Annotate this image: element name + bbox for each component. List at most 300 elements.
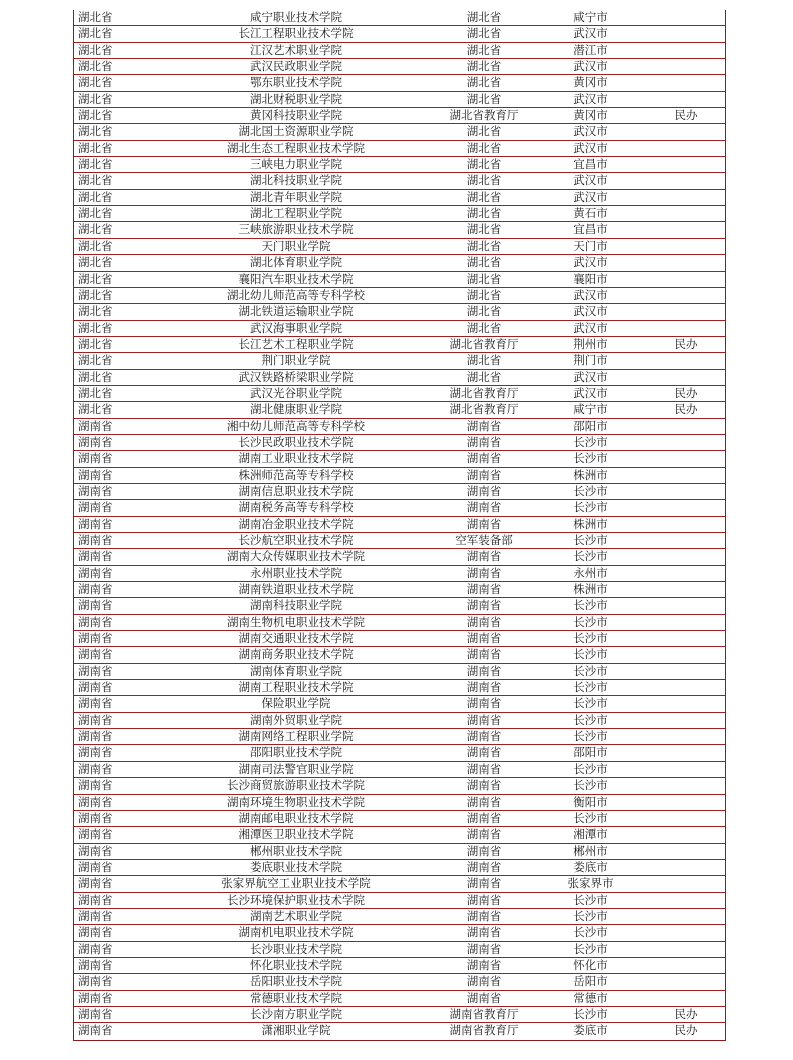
authority-cell: 湖北省: [466, 320, 502, 335]
college-name-cell: 保险职业学院: [261, 696, 331, 711]
table-row: [74, 631, 725, 647]
province-cell: 湖南省: [78, 990, 113, 1005]
type-cell: [647, 909, 725, 924]
authority-cell: 湖北省: [466, 124, 502, 139]
authority-cell: 湖北省教育厅: [449, 402, 519, 417]
type-cell: 民办: [674, 1023, 698, 1038]
type-cell: [647, 353, 725, 368]
authority-cell: 湖南省: [466, 957, 502, 972]
type-cell: [647, 141, 725, 156]
province-cell: 湖北省: [78, 91, 113, 106]
college-name-cell: 长江工程职业技术学院: [238, 26, 354, 41]
authority-cell: 湖南省: [466, 582, 502, 597]
province-cell: 湖北省: [78, 140, 113, 155]
authority-cell: 湖北省: [466, 26, 502, 41]
table-row: [74, 43, 725, 59]
authority-cell: 湖北省: [466, 189, 502, 204]
authority-cell: 湖南省: [466, 761, 502, 776]
province-cell: 湖南省: [78, 565, 113, 580]
table-row: [74, 222, 725, 238]
type-cell: [647, 778, 725, 793]
authority-cell: 湖南省: [466, 500, 502, 515]
type-cell: [647, 566, 725, 581]
type-cell: [647, 435, 725, 450]
college-name-cell: 鄂东职业技术学院: [250, 75, 342, 90]
city-cell: 武汉市: [573, 124, 608, 139]
college-name-cell: 三峡电力职业学院: [250, 157, 342, 172]
city-cell: 长沙市: [573, 500, 608, 515]
type-cell: [647, 255, 725, 270]
authority-cell: 湖南省: [466, 908, 502, 923]
table-row: [74, 402, 725, 418]
province-cell: 湖南省: [78, 941, 113, 956]
authority-cell: 湖北省: [466, 140, 502, 155]
table-row: [74, 664, 725, 680]
table-row: [74, 598, 725, 614]
college-name-cell: 湖南体育职业学院: [250, 663, 342, 678]
table-row: [74, 925, 725, 941]
authority-cell: 湖南省: [466, 794, 502, 809]
province-cell: 湖南省: [78, 549, 113, 564]
province-cell: 湖北省: [78, 287, 113, 302]
type-cell: [647, 370, 725, 385]
table-row: [74, 795, 725, 811]
type-cell: [647, 680, 725, 695]
authority-cell: 湖南省: [466, 418, 502, 433]
province-cell: 湖南省: [78, 418, 113, 433]
city-cell: 长沙市: [573, 680, 608, 695]
province-cell: 湖北省: [78, 369, 113, 384]
province-cell: 湖北省: [78, 206, 113, 221]
authority-cell: 湖南省: [466, 483, 502, 498]
province-cell: 湖南省: [78, 500, 113, 515]
authority-cell: 湖北省: [466, 173, 502, 188]
college-name-cell: 娄底职业技术学院: [250, 859, 342, 874]
table-row: [74, 680, 725, 696]
type-cell: [647, 468, 725, 483]
city-cell: 长沙市: [573, 810, 608, 825]
table-row: [74, 304, 725, 320]
province-cell: 湖南省: [78, 957, 113, 972]
authority-cell: 湖南省: [466, 925, 502, 940]
type-cell: [647, 75, 725, 90]
city-cell: 武汉市: [573, 173, 608, 188]
authority-cell: 湖北省: [466, 91, 502, 106]
city-cell: 长沙市: [573, 549, 608, 564]
authority-cell: 湖南省: [466, 434, 502, 449]
type-cell: [647, 124, 725, 139]
city-cell: 武汉市: [573, 59, 608, 74]
college-name-cell: 怀化职业技术学院: [250, 957, 342, 972]
province-cell: 湖南省: [78, 1023, 113, 1038]
city-cell: 长沙市: [573, 696, 608, 711]
college-name-cell: 长沙南方职业学院: [250, 1006, 342, 1021]
college-name-cell: 襄阳汽车职业技术学院: [238, 271, 354, 286]
province-cell: 湖南省: [78, 810, 113, 825]
table-row: [74, 876, 725, 892]
college-name-cell: 湖南铁道职业技术学院: [238, 582, 354, 597]
college-name-cell: 江汉艺术职业学院: [250, 42, 342, 57]
authority-cell: 湖南省: [466, 778, 502, 793]
type-cell: [647, 598, 725, 613]
college-name-cell: 长沙商贸旅游职业技术学院: [227, 778, 365, 793]
type-cell: [647, 10, 725, 25]
college-name-cell: 三峡旅游职业技术学院: [238, 222, 354, 237]
city-cell: 武汉市: [573, 385, 608, 400]
type-cell: [647, 173, 725, 188]
table-row: [74, 974, 725, 990]
college-name-cell: 郴州职业技术学院: [250, 843, 342, 858]
province-cell: 湖北省: [78, 271, 113, 286]
college-name-cell: 湘潭医卫职业技术学院: [238, 827, 354, 842]
type-cell: [647, 272, 725, 287]
province-cell: 湖南省: [78, 908, 113, 923]
city-cell: 武汉市: [573, 304, 608, 319]
table-row: [74, 206, 725, 222]
authority-cell: 湖北省教育厅: [449, 108, 519, 123]
table-row: [74, 272, 725, 288]
table-row: [74, 958, 725, 974]
city-cell: 武汉市: [573, 189, 608, 204]
authority-cell: 湖南省: [466, 941, 502, 956]
city-cell: 湘潭市: [573, 827, 608, 842]
type-cell: [647, 500, 725, 515]
authority-cell: 湖南省: [466, 598, 502, 613]
table-row: [74, 173, 725, 189]
authority-cell: 湖北省: [466, 353, 502, 368]
city-cell: 长沙市: [573, 483, 608, 498]
city-cell: 长沙市: [573, 712, 608, 727]
city-cell: 郴州市: [573, 843, 608, 858]
province-cell: 湖南省: [78, 712, 113, 727]
type-cell: [647, 860, 725, 875]
college-name-cell: 湖北青年职业学院: [250, 189, 342, 204]
table-row: [74, 500, 725, 516]
college-name-cell: 湖南信息职业技术学院: [238, 483, 354, 498]
city-cell: 株洲市: [573, 582, 608, 597]
type-cell: 民办: [674, 1006, 698, 1021]
table-row: [74, 190, 725, 206]
province-cell: 湖北省: [78, 385, 113, 400]
college-name-cell: 咸宁职业技术学院: [250, 10, 342, 24]
province-cell: 湖北省: [78, 26, 113, 41]
college-name-cell: 长沙环境保护职业技术学院: [227, 892, 365, 907]
type-cell: [647, 762, 725, 777]
authority-cell: 湖南省: [466, 810, 502, 825]
college-name-cell: 湖北财税职业学院: [250, 91, 342, 106]
table-row: [74, 451, 725, 467]
college-name-cell: 湖南大众传媒职业技术学院: [227, 549, 365, 564]
college-name-cell: 长沙航空职业技术学院: [238, 533, 354, 547]
province-cell: 湖南省: [78, 745, 113, 760]
table-row: [74, 566, 725, 582]
type-cell: [647, 190, 725, 205]
college-name-cell: 湖南工业职业技术学院: [238, 451, 354, 466]
table-row: [74, 124, 725, 140]
province-cell: 湖北省: [78, 157, 113, 172]
college-table: [73, 10, 726, 1041]
city-cell: 长沙市: [573, 729, 608, 744]
authority-cell: 湖南省: [466, 876, 502, 891]
authority-cell: 湖南省: [466, 990, 502, 1005]
city-cell: 张家界市: [567, 876, 614, 891]
college-name-cell: 湖南冶金职业技术学院: [238, 516, 354, 531]
city-cell: 怀化市: [573, 957, 608, 972]
college-name-cell: 湖北工程职业学院: [250, 206, 342, 221]
type-cell: 民办: [674, 336, 698, 351]
table-row: [74, 893, 725, 909]
table-row: [74, 468, 725, 484]
city-cell: 武汉市: [573, 320, 608, 335]
province-cell: 湖北省: [78, 238, 113, 253]
city-cell: 长沙市: [573, 663, 608, 678]
table-row: [74, 370, 725, 386]
college-name-cell: 湖南工程职业技术学院: [238, 680, 354, 695]
college-name-cell: 湖南科技职业学院: [250, 598, 342, 613]
authority-cell: 湖南省: [466, 565, 502, 580]
province-cell: 湖北省: [78, 402, 113, 417]
college-name-cell: 湖北健康职业学院: [250, 402, 342, 417]
province-cell: 湖北省: [78, 320, 113, 335]
city-cell: 武汉市: [573, 369, 608, 384]
table-row: [74, 647, 725, 663]
province-cell: 湖北省: [78, 304, 113, 319]
authority-cell: 湖北省教育厅: [449, 336, 519, 351]
college-name-cell: 湖南外贸职业学院: [250, 712, 342, 727]
authority-cell: 湖北省: [466, 271, 502, 286]
table-row: [74, 909, 725, 925]
college-name-cell: 永州职业技术学院: [250, 565, 342, 580]
table-row: [74, 10, 725, 26]
type-cell: [647, 844, 725, 859]
type-cell: [647, 222, 725, 237]
type-cell: [647, 26, 725, 41]
authority-cell: 湖南省: [466, 745, 502, 760]
table-row: [74, 762, 725, 778]
authority-cell: 湖北省: [466, 369, 502, 384]
authority-cell: 湖北省: [466, 75, 502, 90]
authority-cell: 湖南省: [466, 516, 502, 531]
city-cell: 长沙市: [573, 647, 608, 662]
college-name-cell: 湖南网络工程职业学院: [238, 729, 354, 744]
type-cell: [647, 157, 725, 172]
city-cell: 长沙市: [573, 892, 608, 907]
city-cell: 长沙市: [573, 434, 608, 449]
authority-cell: 湖南省: [466, 549, 502, 564]
city-cell: 咸宁市: [573, 402, 608, 417]
table-row: [74, 386, 725, 402]
college-name-cell: 武汉海事职业学院: [250, 320, 342, 335]
province-cell: 湖南省: [78, 974, 113, 989]
province-cell: 湖北省: [78, 255, 113, 270]
table-row: [74, 696, 725, 712]
province-cell: 湖北省: [78, 189, 113, 204]
college-name-cell: 湖南生物机电职业技术学院: [227, 614, 365, 629]
authority-cell: 湖北省: [466, 42, 502, 57]
type-cell: [647, 43, 725, 58]
authority-cell: 湖北省: [466, 206, 502, 221]
authority-cell: 湖南省: [466, 974, 502, 989]
type-cell: [647, 811, 725, 826]
province-cell: 湖北省: [78, 173, 113, 188]
city-cell: 黄冈市: [573, 108, 608, 123]
province-cell: 湖北省: [78, 42, 113, 57]
table-row: [74, 288, 725, 304]
type-cell: [647, 827, 725, 842]
province-cell: 湖南省: [78, 696, 113, 711]
table-row: [74, 435, 725, 451]
table-row: [74, 1023, 725, 1039]
table-row: [74, 75, 725, 91]
table-row: [74, 615, 725, 631]
college-name-cell: 湖南商务职业技术学院: [238, 647, 354, 662]
city-cell: 长沙市: [573, 761, 608, 776]
type-cell: [647, 419, 725, 434]
province-cell: 湖南省: [78, 451, 113, 466]
city-cell: 娄底市: [573, 859, 608, 874]
college-name-cell: 湖南交通职业技术学院: [238, 631, 354, 646]
college-name-cell: 长沙职业技术学院: [250, 941, 342, 956]
province-cell: 湖北省: [78, 124, 113, 139]
city-cell: 武汉市: [573, 287, 608, 302]
authority-cell: 湖南省: [466, 729, 502, 744]
table-row: [74, 92, 725, 108]
city-cell: 邵阳市: [573, 418, 608, 433]
province-cell: 湖南省: [78, 892, 113, 907]
type-cell: [647, 713, 725, 728]
city-cell: 长沙市: [573, 598, 608, 613]
type-cell: [647, 451, 725, 466]
authority-cell: 湖北省: [466, 255, 502, 270]
table-row: [74, 484, 725, 500]
table-row: [74, 321, 725, 337]
type-cell: 民办: [674, 385, 698, 400]
type-cell: [647, 533, 725, 548]
authority-cell: 湖南省: [466, 712, 502, 727]
type-cell: [647, 974, 725, 989]
college-name-cell: 荆门职业学院: [261, 353, 331, 368]
type-cell: [647, 745, 725, 760]
province-cell: 湖南省: [78, 1006, 113, 1021]
type-cell: [647, 288, 725, 303]
city-cell: 武汉市: [573, 255, 608, 270]
city-cell: 天门市: [573, 238, 608, 253]
type-cell: [647, 991, 725, 1006]
table-row: [74, 255, 725, 271]
city-cell: 潜江市: [573, 42, 608, 57]
city-cell: 长沙市: [573, 533, 608, 547]
city-cell: 株洲市: [573, 467, 608, 482]
authority-cell: 湖南省: [466, 663, 502, 678]
type-cell: 民办: [674, 402, 698, 417]
type-cell: [647, 876, 725, 891]
province-cell: 湖南省: [78, 631, 113, 646]
table-row: [74, 745, 725, 761]
table-row: [74, 1007, 725, 1023]
college-name-cell: 长沙民政职业技术学院: [238, 434, 354, 449]
college-name-cell: 湘中幼儿师范高等专科学校: [227, 418, 365, 433]
city-cell: 黄冈市: [573, 75, 608, 90]
city-cell: 娄底市: [573, 1023, 608, 1038]
type-cell: [647, 206, 725, 221]
table-row: [74, 157, 725, 173]
authority-cell: 湖北省: [466, 238, 502, 253]
city-cell: 武汉市: [573, 140, 608, 155]
type-cell: [647, 664, 725, 679]
province-cell: 湖南省: [78, 598, 113, 613]
table-row: [74, 59, 725, 75]
table-row: [74, 141, 725, 157]
province-cell: 湖南省: [78, 516, 113, 531]
college-name-cell: 湖北体育职业学院: [250, 255, 342, 270]
city-cell: 株洲市: [573, 516, 608, 531]
province-cell: 湖南省: [78, 663, 113, 678]
province-cell: 湖南省: [78, 876, 113, 891]
college-name-cell: 湖北生态工程职业技术学院: [227, 140, 365, 155]
province-cell: 湖北省: [78, 222, 113, 237]
type-cell: [647, 958, 725, 973]
authority-cell: 湖北省: [466, 287, 502, 302]
authority-cell: 湖南省: [466, 892, 502, 907]
table-row: [74, 729, 725, 745]
city-cell: 武汉市: [573, 91, 608, 106]
college-name-cell: 湖北幼儿师范高等专科学校: [227, 287, 365, 302]
college-name-cell: 湖南司法警官职业学院: [238, 761, 354, 776]
table-row: [74, 517, 725, 533]
city-cell: 长沙市: [573, 925, 608, 940]
college-name-cell: 武汉光谷职业学院: [250, 385, 342, 400]
table-row: [74, 26, 725, 42]
college-name-cell: 长江艺术工程职业学院: [238, 336, 354, 351]
province-cell: 湖北省: [78, 336, 113, 351]
authority-cell: 湖南省: [466, 843, 502, 858]
authority-cell: 空军装备部: [455, 533, 513, 547]
table-row: [74, 108, 725, 124]
type-cell: [647, 239, 725, 254]
type-cell: [647, 942, 725, 957]
province-cell: 湖南省: [78, 778, 113, 793]
city-cell: 荆门市: [573, 353, 608, 368]
city-cell: 长沙市: [573, 614, 608, 629]
college-name-cell: 常德职业技术学院: [250, 990, 342, 1005]
college-name-cell: 株洲师范高等专科学校: [238, 467, 354, 482]
authority-cell: 湖南省: [466, 614, 502, 629]
college-name-cell: 武汉民政职业学院: [250, 59, 342, 74]
type-cell: 民办: [674, 108, 698, 123]
province-cell: 湖南省: [78, 614, 113, 629]
table-row: [74, 582, 725, 598]
authority-cell: 湖南省: [466, 827, 502, 842]
college-name-cell: 湖南邮电职业技术学院: [238, 810, 354, 825]
college-name-cell: 湖南税务高等专科学校: [238, 500, 354, 515]
table-row: [74, 811, 725, 827]
city-cell: 荆州市: [573, 336, 608, 351]
city-cell: 宜昌市: [573, 222, 608, 237]
authority-cell: 湖北省: [466, 304, 502, 319]
province-cell: 湖南省: [78, 582, 113, 597]
authority-cell: 湖南省: [466, 451, 502, 466]
city-cell: 长沙市: [573, 1006, 608, 1021]
college-name-cell: 邵阳职业技术学院: [250, 745, 342, 760]
city-cell: 长沙市: [573, 451, 608, 466]
table-row: [74, 337, 725, 353]
type-cell: [647, 549, 725, 564]
province-cell: 湖南省: [78, 925, 113, 940]
table-row: [74, 860, 725, 876]
type-cell: [647, 696, 725, 711]
city-cell: 岳阳市: [573, 974, 608, 989]
city-cell: 长沙市: [573, 778, 608, 793]
